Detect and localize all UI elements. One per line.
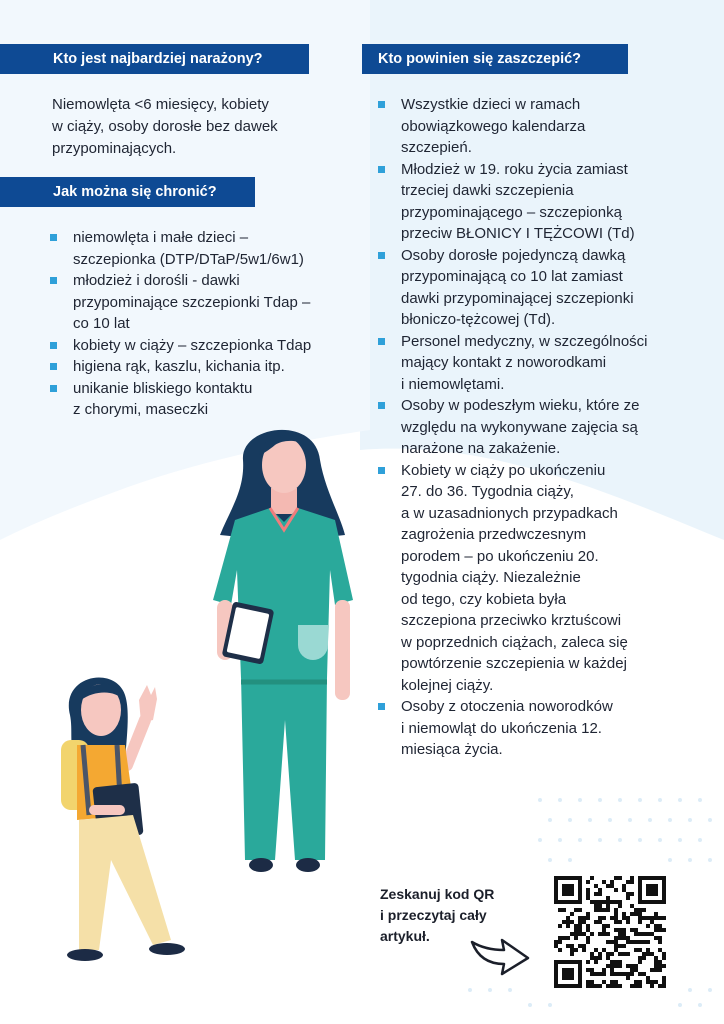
para-line: w ciąży, osoby dorosłe bez dawek: [52, 118, 278, 135]
qr-caption-line: artykuł.: [380, 928, 430, 944]
list-item: Osoby w podeszłym wieku, które ze względu na wykonywane zajęcia są narażone na zakażenie.: [378, 395, 678, 460]
left-column: [0, 44, 309, 74]
list-item: młodzież i dorośli - dawki przypominające szczepionki Tdap – co 10 lat: [50, 270, 360, 335]
most-exposed-paragraph: [52, 94, 352, 160]
para-line: przypominających.: [52, 140, 177, 157]
heading-who-should-vaccinate: Kto powinien się zaszczepić?: [362, 44, 628, 74]
list-item: niemowlęta i małe dzieci – szczepionka (DTP/DTaP/5w1/6w1): [50, 227, 360, 270]
list-item: Osoby z otoczenia noworodków i niemowląt do ukończenia 12. miesiąca życia.: [378, 696, 678, 761]
child-illustration: [55, 665, 215, 975]
qr-caption-line: Zeskanuj kod QR: [380, 886, 495, 902]
qr-code[interactable]: [554, 876, 666, 988]
protection-heading-wrap: [0, 177, 255, 207]
vaccination-list: [378, 94, 678, 761]
arrow-right-icon: [468, 932, 532, 978]
para-line: Niemowlęta <6 miesięcy, kobiety: [52, 96, 269, 113]
list-item: higiena rąk, kaszlu, kichania itp.: [50, 356, 360, 378]
list-item: Wszystkie dzieci w ramach obowiązkowego kalendarza szczepień.: [378, 94, 678, 159]
qr-caption-line: i przeczytaj cały: [380, 907, 487, 923]
list-item: unikanie bliskiego kontaktu z chorymi, maseczki: [50, 378, 360, 421]
heading-how-to-protect: Jak można się chronić?: [0, 177, 255, 207]
list-item: Młodzież w 19. roku życia zamiast trzeciej dawki szczepienia przypominającego – szczepionką przeciw BŁONICY I TĘŻCOWI (Td): [378, 159, 678, 245]
list-item: kobiety w ciąży – szczepionka Tdap: [50, 335, 360, 357]
heading-most-exposed: Kto jest najbardziej narażony?: [0, 44, 309, 74]
list-item: Osoby dorosłe pojedynczą dawką przypominającą co 10 lat zamiast dawki przypominającej szczepionki błoniczo-tężcowej (Td).: [378, 245, 678, 331]
protection-list: [50, 227, 360, 421]
nurse-illustration: [195, 420, 375, 880]
list-item: Kobiety w ciąży po ukończeniu 27. do 36. Tygodnia ciąży, a w uzasadnionych przypadkach zagrożenia przedwczesnym porodem – po ukończeniu 20. tygodnia ciąży. Niezależnie od tego, czy kobieta była szczepiona przeciwko krztuścowi w poprzednich ciążach, zaleca się powtórzenie szczepienia w każdej kolejnej ciąży.: [378, 460, 678, 697]
list-item: Personel medyczny, w szczególności mający kontakt z noworodkami i niemowlętami.: [378, 331, 678, 396]
right-heading-wrap: [362, 44, 628, 74]
